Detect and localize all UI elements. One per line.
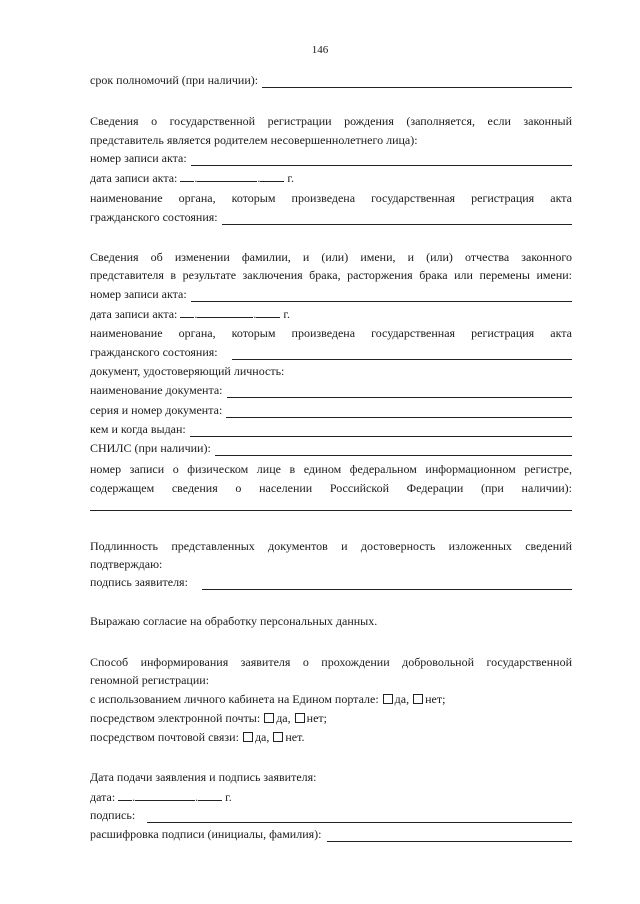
series-number-line[interactable] — [226, 406, 572, 418]
notify-portal-label: с использованием личного кабинета на Едином портале: — [90, 692, 379, 706]
notify-portal-option — [90, 692, 572, 707]
applicant-signature-field — [90, 575, 572, 590]
doc-name-label: наименование документа: — [90, 383, 223, 397]
birth-record-number-label: номер записи акта: — [90, 151, 187, 165]
portal-no-checkbox[interactable] — [413, 694, 423, 704]
date-separator: . — [195, 790, 199, 804]
register-line-2: содержащем сведения о населении Российской Федерации (при наличии): — [90, 481, 572, 495]
yes-label: да, — [394, 692, 410, 706]
term-of-office-line[interactable] — [262, 76, 572, 88]
no-label: нет. — [285, 730, 305, 744]
date-separator: . — [194, 171, 198, 185]
confirmation-line-1: Подлинность представленных документов и достоверность изложенных сведений — [90, 539, 572, 553]
page-number: 146 — [311, 44, 329, 56]
yes-label: да, — [276, 711, 291, 725]
email-yes-checkbox[interactable] — [264, 713, 274, 723]
submission-signature-field — [90, 808, 572, 823]
notify-post-label: посредством почтовой связи: — [90, 730, 239, 744]
name-change-day-blank[interactable] — [180, 306, 194, 318]
doc-name-field — [90, 383, 572, 398]
date-separator: . — [194, 307, 198, 321]
register-number-line[interactable] — [90, 510, 572, 511]
notify-heading-line-1: Способ информирования заявителя о прохождении добровольной государственной — [90, 655, 572, 669]
birth-authority-label: гражданского состояния: — [90, 210, 218, 224]
name-change-record-number-field — [90, 287, 572, 302]
submission-date-field — [90, 789, 572, 805]
birth-authority-line-1: наименование органа, которым произведена государственная регистрация акта — [90, 191, 572, 205]
issued-by-field — [90, 422, 572, 437]
confirmation-line-2: подтверждаю: — [90, 557, 163, 571]
snils-label: СНИЛС (при наличии): — [90, 441, 211, 455]
no-label: нет; — [306, 711, 327, 725]
name-change-authority-line-1: наименование органа, которым произведена государственная регистрация акта — [90, 326, 572, 340]
name-change-record-number-line[interactable] — [191, 290, 572, 302]
post-no-checkbox[interactable] — [273, 732, 283, 742]
name-change-authority-field — [90, 345, 572, 360]
year-suffix: г. — [287, 171, 294, 185]
name-change-record-date-label: дата записи акта: — [90, 307, 178, 321]
submission-month-blank[interactable] — [135, 789, 195, 801]
name-change-record-date-field — [90, 306, 572, 322]
consent-text: Выражаю согласие на обработку персональных данных. — [90, 614, 378, 628]
yes-label: да, — [254, 730, 270, 744]
no-label: нет; — [425, 692, 446, 706]
date-separator: . — [253, 307, 257, 321]
birth-authority-field — [90, 210, 572, 225]
doc-name-line[interactable] — [227, 386, 572, 398]
post-yes-checkbox[interactable] — [243, 732, 253, 742]
name-change-record-number-label: номер записи акта: — [90, 287, 187, 301]
birth-day-blank[interactable] — [180, 170, 194, 182]
name-change-year-blank[interactable] — [256, 306, 280, 318]
birth-heading-line-1: Сведения о государственной регистрации рождения (заполняется, если законный — [90, 114, 572, 128]
year-suffix: г. — [283, 307, 290, 321]
issued-by-label: кем и когда выдан: — [90, 422, 186, 436]
birth-record-number-field — [90, 151, 572, 166]
applicant-signature-label: подпись заявителя: — [90, 575, 188, 589]
notify-email-option — [90, 711, 572, 726]
signature-decryption-line[interactable] — [327, 830, 572, 842]
submission-day-blank[interactable] — [118, 789, 132, 801]
birth-record-date-field — [90, 170, 572, 186]
submission-date-label: дата: — [90, 790, 116, 804]
submission-year-blank[interactable] — [198, 789, 222, 801]
date-separator: . — [132, 790, 136, 804]
applicant-signature-line[interactable] — [202, 578, 572, 590]
name-change-authority-label: гражданского состояния: — [90, 345, 218, 359]
birth-heading-line-2: представитель является родителем несовершеннолетнего лица): — [90, 133, 418, 147]
name-change-month-blank[interactable] — [197, 306, 253, 318]
issued-by-line[interactable] — [190, 425, 572, 437]
signature-decryption-label: расшифровка подписи (инициалы, фамилия): — [90, 827, 322, 841]
series-number-label: серия и номер документа: — [90, 403, 223, 417]
name-change-authority-line[interactable] — [232, 348, 572, 360]
year-suffix: г. — [225, 790, 232, 804]
birth-record-date-label: дата записи акта: — [90, 171, 178, 185]
notify-email-label: посредством электронной почты: — [90, 711, 261, 725]
email-no-checkbox[interactable] — [295, 713, 305, 723]
date-separator: . — [257, 171, 261, 185]
submission-heading: Дата подачи заявления и подпись заявителя: — [90, 770, 317, 784]
birth-month-blank[interactable] — [197, 170, 257, 182]
name-change-heading-line-1: Сведения об изменении фамилии, и (или) имени, и (или) отчества законного — [90, 250, 572, 264]
submission-signature-line[interactable] — [147, 811, 572, 823]
series-number-field — [90, 403, 572, 418]
birth-year-blank[interactable] — [260, 170, 284, 182]
portal-yes-checkbox[interactable] — [383, 694, 393, 704]
birth-authority-line[interactable] — [222, 213, 572, 225]
notify-heading-line-2: геномной регистрации: — [90, 673, 210, 687]
term-of-office-field — [90, 73, 572, 88]
birth-record-number-line[interactable] — [191, 154, 572, 166]
submission-signature-label: подпись: — [90, 808, 136, 822]
notify-post-option — [90, 730, 572, 745]
snils-field — [90, 441, 572, 456]
name-change-heading-line-2: представителя в результате заключения брака, расторжения брака или перемены имени: — [90, 268, 572, 282]
snils-line[interactable] — [215, 444, 572, 456]
identity-heading: документ, удостоверяющий личность: — [90, 364, 285, 378]
term-of-office-label: срок полномочий (при наличии): — [90, 73, 259, 87]
register-line-1: номер записи о физическом лице в едином федеральном информационном регистре, — [90, 462, 572, 476]
signature-decryption-field — [90, 827, 572, 842]
